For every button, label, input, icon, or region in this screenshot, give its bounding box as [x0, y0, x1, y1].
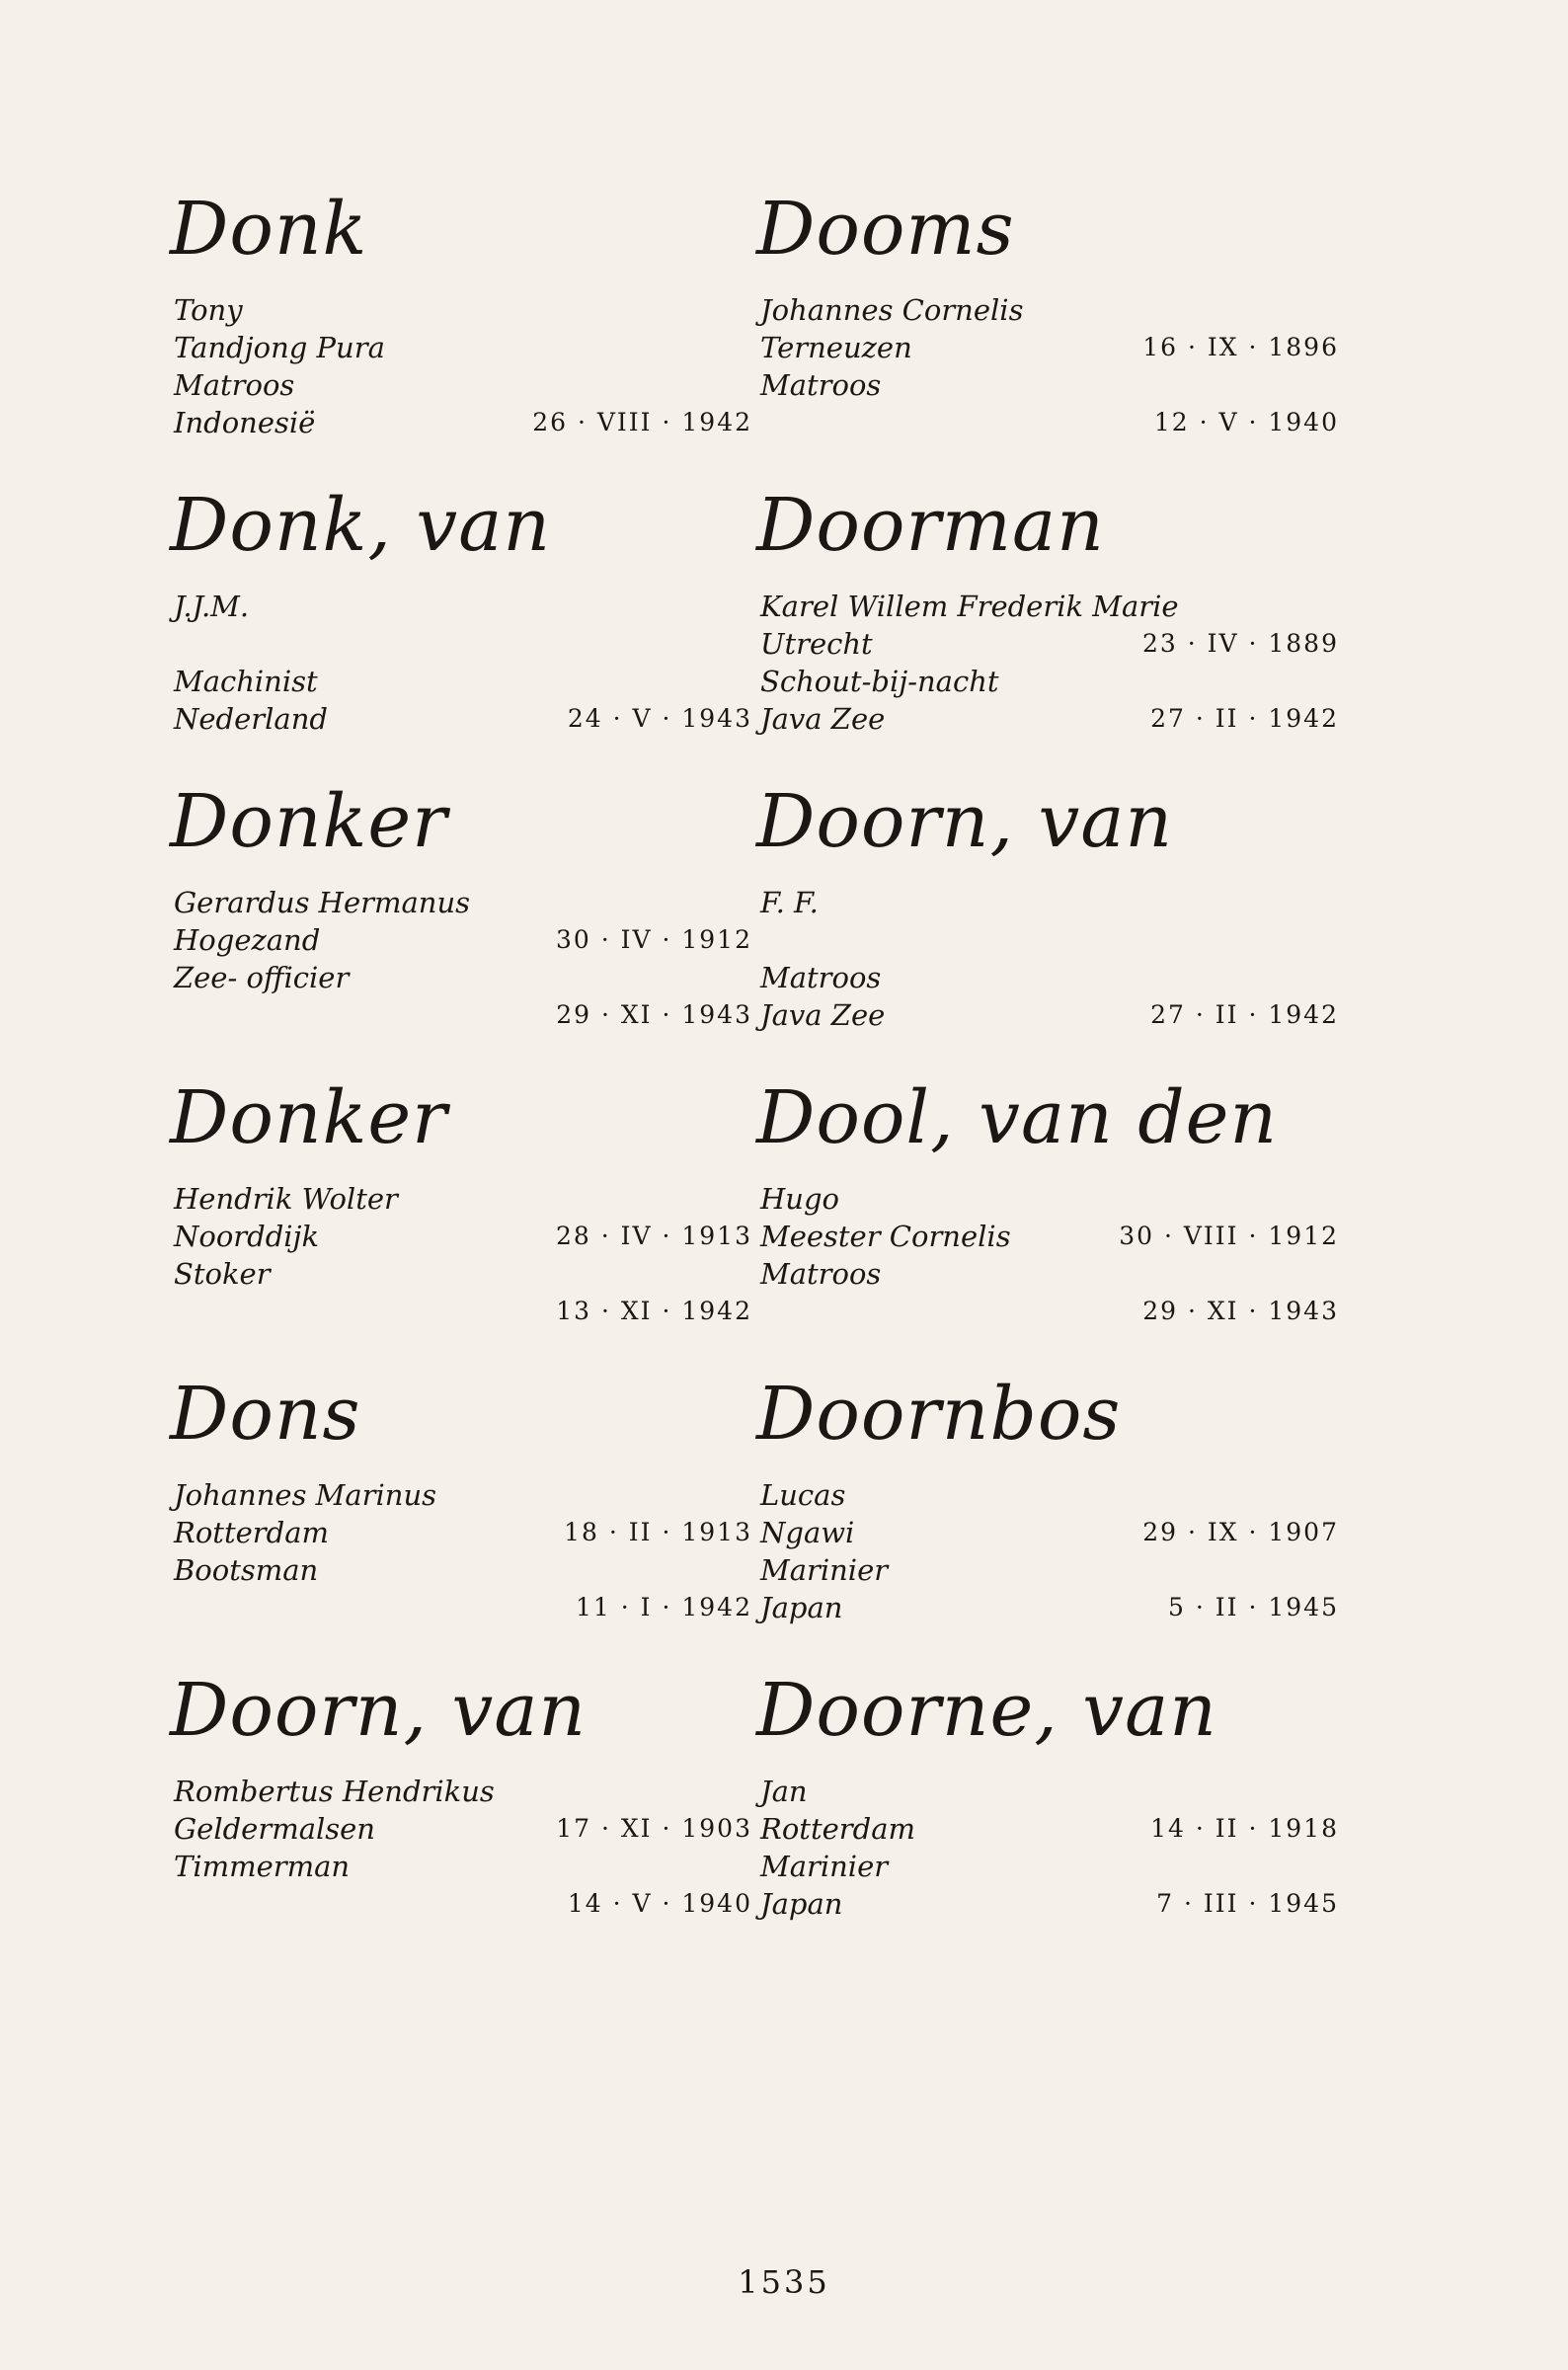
birth-date: 29 · IX · 1907 — [1142, 1518, 1339, 1546]
detail-row: Hugo — [760, 1182, 839, 1216]
surname-heading: Donker — [170, 779, 448, 864]
entry — [756, 1372, 1339, 1674]
birth-date: 18 · II · 1913 — [564, 1518, 752, 1546]
place-of-death: Indonesië — [174, 406, 316, 439]
entry — [170, 779, 752, 1081]
surname-heading: Doornbos — [756, 1372, 1122, 1457]
page-number: 1535 — [738, 2263, 830, 2301]
detail-row: Bootsman — [174, 1553, 319, 1587]
left-column — [170, 187, 752, 1970]
surname-heading: Donk — [170, 187, 368, 272]
surname-heading: Dool, van den — [756, 1075, 1279, 1160]
surname-heading: Donk, van — [170, 483, 552, 568]
detail-row: Ngawi 29 · IX · 1907 — [760, 1516, 1339, 1549]
detail-row: Machinist — [174, 665, 318, 698]
detail-row: Hogezand 30 · IV · 1912 — [174, 923, 752, 957]
detail-row — [756, 404, 1339, 441]
surname-heading: Doorn, van — [756, 779, 1174, 864]
surname-heading: Doorman — [756, 483, 1105, 568]
entry — [170, 1668, 752, 1970]
birth-date: 16 · IX · 1896 — [1142, 333, 1339, 361]
detail-row: Utrecht 23 · IV · 1889 — [760, 627, 1339, 661]
detail-row — [170, 625, 752, 663]
detail-row — [170, 329, 752, 366]
detail-row: Japan 5 · II · 1945 — [760, 1591, 1339, 1624]
detail-row — [756, 1293, 1339, 1330]
death-date: 26 · VIII · 1942 — [532, 408, 752, 436]
surname-heading: Dons — [170, 1372, 361, 1457]
detail-row: Hendrik Wolter — [174, 1182, 398, 1216]
entry — [756, 483, 1339, 785]
detail-row: Timmerman — [174, 1850, 351, 1883]
death-date: 29 · XI · 1943 — [1142, 1297, 1339, 1325]
entry — [170, 1372, 752, 1674]
entry — [170, 1075, 752, 1378]
birthplace: Tandjong Pura — [174, 331, 385, 364]
detail-row — [170, 1589, 752, 1626]
death-date: 13 · XI · 1942 — [556, 1297, 752, 1325]
birth-date: 30 · IV · 1912 — [555, 925, 752, 954]
surname-heading: Dooms — [756, 187, 1015, 272]
detail-row: Stoker — [174, 1257, 271, 1291]
detail-row — [170, 996, 752, 1034]
detail-row: Matroos — [760, 1257, 882, 1291]
death-date: 12 · V · 1940 — [1153, 408, 1339, 436]
detail-row: Lucas — [760, 1478, 846, 1512]
detail-row: Rotterdam 14 · II · 1918 — [760, 1812, 1339, 1846]
detail-row: Zee- officier — [174, 961, 350, 994]
death-date: 5 · II · 1945 — [1168, 1593, 1339, 1621]
birth-date: 30 · VIII · 1912 — [1119, 1222, 1339, 1250]
detail-row: Java Zee 27 · II · 1942 — [760, 702, 1339, 736]
detail-row: Meester Cornelis 30 · VIII · 1912 — [760, 1220, 1339, 1253]
death-date: 14 · V · 1940 — [567, 1889, 752, 1918]
death-date: 7 · III · 1945 — [1156, 1889, 1339, 1918]
entry — [170, 187, 752, 489]
death-date: 24 · V · 1943 — [567, 704, 752, 733]
death-date: 27 · II · 1942 — [1150, 1000, 1339, 1029]
detail-row: Japan 7 · III · 1945 — [760, 1887, 1339, 1921]
detail-row: Rotterdam 18 · II · 1913 — [174, 1516, 752, 1549]
entry — [170, 483, 752, 785]
right-column — [756, 187, 1339, 1970]
detail-row — [756, 921, 1339, 959]
detail-row — [170, 291, 752, 329]
detail-row — [170, 404, 752, 441]
detail-row: Jan — [760, 1775, 808, 1808]
given-names: Tony — [174, 293, 243, 327]
detail-row: Java Zee 27 · II · 1942 — [760, 998, 1339, 1032]
detail-row: Johannes Cornelis — [760, 293, 1024, 327]
detail-row: Nederland 24 · V · 1943 — [174, 702, 752, 736]
surname-heading: Donker — [170, 1075, 448, 1160]
detail-row: Marinier — [760, 1553, 889, 1587]
rank: Matroos — [174, 368, 295, 402]
entry — [756, 1668, 1339, 1970]
detail-row: Geldermalsen 17 · XI · 1903 — [174, 1812, 752, 1846]
entry — [756, 1075, 1339, 1378]
detail-row: Gerardus Hermanus — [174, 886, 471, 919]
birth-date: 28 · IV · 1913 — [555, 1222, 752, 1250]
detail-row: Matroos — [760, 368, 882, 402]
detail-row: Johannes Marinus — [174, 1478, 437, 1512]
detail-row: Matroos — [760, 961, 882, 994]
detail-row: Terneuzen 16 · IX · 1896 — [760, 331, 1339, 364]
detail-row: Schout-bij-nacht — [760, 665, 999, 698]
death-date: 29 · XI · 1943 — [556, 1000, 752, 1029]
detail-row: Rombertus Hendrikus — [174, 1775, 495, 1808]
detail-row: F. F. — [760, 886, 819, 919]
detail-row — [170, 1293, 752, 1330]
detail-row: J.J.M. — [174, 590, 250, 623]
surname-heading: Doorne, van — [756, 1668, 1217, 1753]
death-date: 27 · II · 1942 — [1150, 704, 1339, 733]
detail-row: Marinier — [760, 1850, 889, 1883]
birth-date: 14 · II · 1918 — [1150, 1814, 1339, 1843]
birth-date: 23 · IV · 1889 — [1141, 629, 1339, 658]
detail-row: Karel Willem Frederik Marie — [760, 590, 1179, 623]
death-date: 11 · I · 1942 — [576, 1593, 752, 1621]
entry — [756, 187, 1339, 489]
surname-heading: Doorn, van — [170, 1668, 588, 1753]
entry — [756, 779, 1339, 1081]
detail-row: Noorddijk 28 · IV · 1913 — [174, 1220, 752, 1253]
detail-row — [170, 1885, 752, 1923]
birth-date: 17 · XI · 1903 — [556, 1814, 752, 1843]
detail-row — [170, 366, 752, 404]
